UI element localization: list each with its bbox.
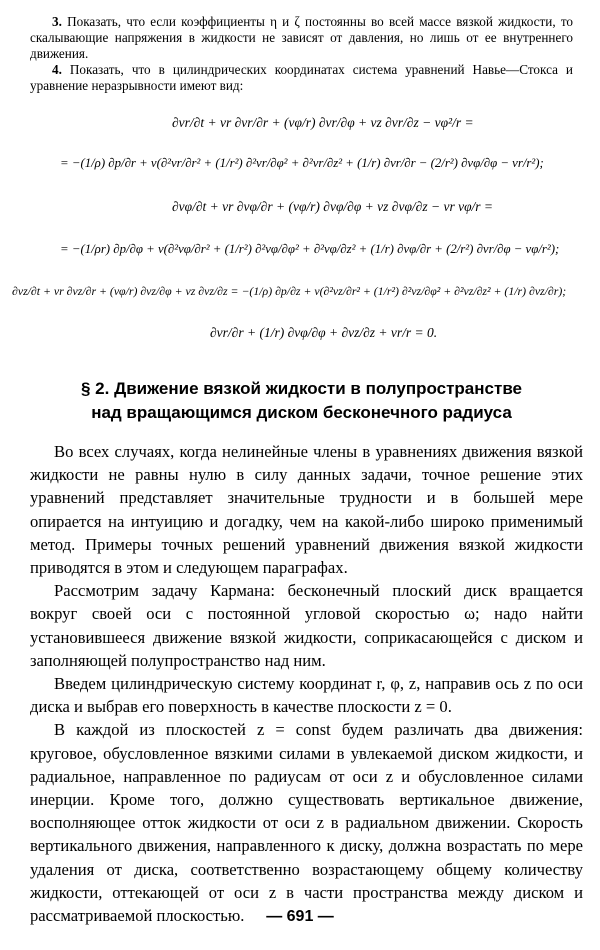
problem-4-number: 4.	[52, 62, 62, 77]
problem-3-text: Показать, что если коэффициенты η и ζ постоянны во всей массе вязкой жидкости, то скалывающие напряжения в жидкости не зависят от давления, но лишь от ее внутреннего движения.	[30, 14, 574, 61]
equation-3: ∂vφ/∂t + vr ∂vφ/∂r + (vφ/r) ∂vφ/∂φ + vz ∂vφ/∂z − vr vφ/r =	[172, 199, 494, 214]
paragraph-1: Во всех случаях, когда нелинейные члены в уравнениях движения вязкой жидкости не равны нулю в силу данных задачи, точное решение этих уравнений представляет значительные трудности и в большей мере опирается на интуицию и догадку, чем на какой-либо широко применимый метод. Примеры точных решений уравнений движения вязкой жидкости приводятся в этом и следующем параграфах.	[30, 442, 583, 578]
problem-4	[30, 62, 573, 94]
section-heading-line-2: над вращающимся диском бесконечного радиуса	[91, 403, 512, 422]
paragraph-3: Введем цилиндрическую систему координат r, φ, z, направив ось z по оси диска и выбрав его поверхность в качестве плоскости z = 0.	[30, 674, 583, 717]
equation-6: ∂vr/∂r + (1/r) ∂vφ/∂φ + ∂vz/∂z + vr/r = 0.	[210, 325, 438, 340]
equation-4: = −(1/ρr) ∂p/∂φ + ν(∂²vφ/∂r² + (1/r²) ∂²vφ/∂φ² + ∂²vφ/∂z² + (1/r) ∂vφ/∂r + (2/r²) ∂vr/∂φ − vφ/r²);	[60, 242, 560, 256]
problem-3	[30, 14, 573, 62]
paragraph-2: Рассмотрим задачу Кармана: бесконечный плоский диск вращается вокруг своей оси с постоянной угловой скоростью ω; надо найти установившееся движение вязкой жидкости, соприкасающейся с диском и заполняющей полупространство над ним.	[30, 581, 583, 670]
problem-3-number: 3.	[52, 14, 62, 29]
problem-4-text: Показать, что в цилиндрических координатах система уравнений Навье—Стокса и уравнение неразрывности имеют вид:	[30, 62, 573, 93]
equation-2: = −(1/ρ) ∂p/∂r + ν(∂²vr/∂r² + (1/r²) ∂²vr/∂φ² + ∂²vr/∂z² + (1/r) ∂vr/∂r − (2/r²) ∂vφ/∂φ − vr/r²);	[60, 156, 544, 170]
section-heading-line-1: § 2. Движение вязкой жидкости в полупространстве	[81, 379, 522, 398]
equation-1: ∂vr/∂t + vr ∂vr/∂r + (vφ/r) ∂vr/∂φ + vz ∂vr/∂z − vφ²/r =	[172, 115, 474, 130]
body-text	[30, 440, 583, 927]
equation-5: ∂vz/∂t + vr ∂vz/∂r + (vφ/r) ∂vz/∂φ + vz ∂vz/∂z = −(1/ρ) ∂p/∂z + ν(∂²vz/∂r² + (1/r²) ∂²vz/∂φ² + ∂²vz/∂z² + (1/r) ∂vz/∂r);	[12, 284, 567, 298]
page-number: — 691 —	[266, 908, 334, 925]
paragraph-4: В каждой из плоскостей z = const будем различать два движения: круговое, обусловленное вязкими силами в увлекаемой диском жидкости, и радиальное, направленное по радиусам от оси z и обусловленное силами инерции. Кроме того, должно существовать вертикальное движение, восполняющее отток жидкости от оси z в радиальном движении. Скорость вертикального движения, направленного к диску, должна возрастать по мере удаления от диска, соответственно возрастающему общему количеству жидкости, оттекающей от оси z в части пространства между диском и рассматриваемой плоскостью.	[30, 720, 583, 926]
